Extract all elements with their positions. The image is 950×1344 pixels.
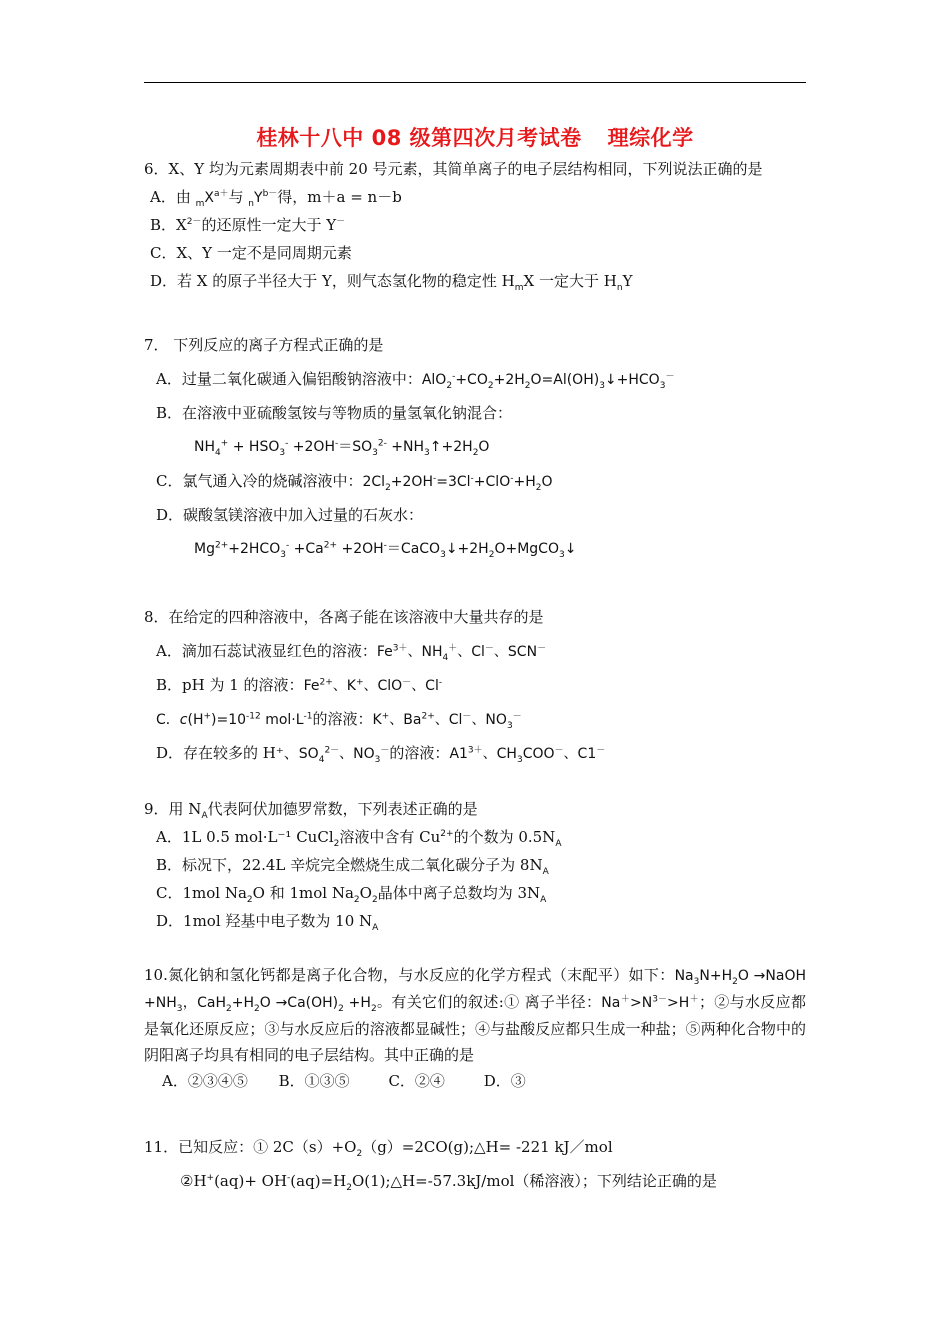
- q7-option-b-equation: $NH_4^+ + HSO_3^- +2OH^-=SO_3^{2-}$ $+NH_3↑+2H_2O$: [194, 438, 490, 458]
- q9-stem: 9．用 $N_A$代表阿伏加德罗常数，下列表述正确的是: [144, 800, 478, 821]
- q6-option-d: D．若 X 的原子半径大于 Y，则气态氢化物的稳定性 $H_mX$ 一定大于 $H_nY$: [150, 272, 633, 293]
- q11-line2: ②H+(aq)+ $OH^-(aq)=H_2O(1);\triangle H=-57.3kJ/mol$（稀溶液）；下列结论正确的是: [180, 1172, 717, 1193]
- q10-option-c: C．②④: [388, 1072, 445, 1090]
- q10-option-d: D．③: [483, 1072, 526, 1090]
- q6-option-b: B．$X^{2-}$的还原性一定大于 Y－: [150, 216, 346, 234]
- q9-option-c: C．1mol $Na_2O$ 和 1mol $Na_2O_2$晶体中离子总数均为 $3N_A$: [156, 884, 547, 905]
- q10-options: [162, 1071, 526, 1091]
- q6-option-a: A．由 $_mX^{a+}$与 $_nY^{b-}$得，m＋a = n－b: [150, 188, 402, 209]
- q8-stem: 8．在给定的四种溶液中，各离子能在该溶液中大量共存的是: [144, 608, 544, 626]
- q7-stem: 7． 下列反应的离子方程式正确的是: [144, 336, 384, 354]
- q6-stem: 6．X、Y 均为元素周期表中前 20 号元素，其简单离子的电子层结构相同，下列说法正确的是: [144, 160, 763, 178]
- q8-option-a: A．滴加石蕊试液显红色的溶液：$Fe^{3+}$、$NH_4^+$、Cl－、SCN－: [156, 642, 547, 663]
- header-rule: [144, 82, 806, 83]
- q7-option-c: C．氯气通入冷的烧碱溶液中：$2Cl_2+2OH^-=3Cl^-+ClO^-+H_2O$: [156, 472, 553, 493]
- q8-option-c: C．$c(H^+)=10^{-12}$ $mol\cdot L^{-1}$的溶液：K+、$Ba^{2+}$、Cl－、$NO_3^-$: [156, 710, 522, 731]
- page-title: [0, 122, 950, 152]
- title-subject: 理综化学: [607, 126, 694, 150]
- q9-option-a: A．1L 0.5 mol·L⁻¹ CuCl$_2$溶液中含有 $Cu^{2+}$的个数为 $0.5N_A$: [156, 828, 562, 849]
- q8-option-d: D．存在较多的 H⁺、$SO_4^{2-}$、$NO_3^-$的溶液：$A1^{3+}$、$CH_3COO^-$、C1－: [156, 744, 606, 765]
- q7-option-b: B．在溶液中亚硫酸氢铵与等物质的量氢氧化钠混合：: [156, 404, 513, 422]
- q10-option-b: B．①③⑤: [278, 1072, 350, 1090]
- q9-option-d: D．1mol 羟基中电子数为 10 $N_A$: [156, 912, 379, 933]
- q9-option-b: B．标况下，22.4L 辛烷完全燃烧生成二氧化碳分子为 $8N_A$: [156, 856, 549, 877]
- q7-option-a: A．过量二氧化碳通入偏铝酸钠溶液中：$AlO_2^-+CO_2+2H_2O=Al(OH)_3↓+HCO_3^-$: [156, 370, 675, 391]
- q8-option-b: B．pH 为 1 的溶液：$Fe^{2+}$、K+、ClO－、Cl-: [156, 676, 443, 694]
- q6-option-c: C．X、Y 一定不是同周期元素: [150, 244, 352, 262]
- q7-option-d-equation: $Mg^{2+}+2HCO_3^- +Ca^{2+}$ $+2OH^-=CaCO_3↓+2H_2O+MgCO_3↓$: [194, 540, 577, 560]
- q10-stem: 10.氮化钠和氢化钙都是离子化合物，与水反应的化学方程式（末配平）如下：$Na_3N+H_2O$ →NaOH $+NH_3$，$CaH_2+H_2O \to Ca(OH)_2 +H_2$。有关它们的叙述:① 离子半径：$Na^+>N^{3-}>H^+$；②与水反应都是氧化还原反应；③与水反应后的溶液都显碱性；④与盐酸反应都只生成一种盐；⑤两种化合物中的阴阳离子均具有相同的电子层结构。其中正确的是: [144, 966, 806, 1064]
- q7-option-d: D．碳酸氢镁溶液中加入过量的石灰水：: [156, 506, 424, 524]
- title-main: 桂林十八中 08 级第四次月考试卷: [256, 126, 582, 150]
- q10-option-a: A．②③④⑤: [162, 1072, 248, 1090]
- q11-stem: 11．已知反应：① $2C(s)+O_2(g)=2CO(g);\triangle H= -221$ kJ／mol: [144, 1138, 613, 1159]
